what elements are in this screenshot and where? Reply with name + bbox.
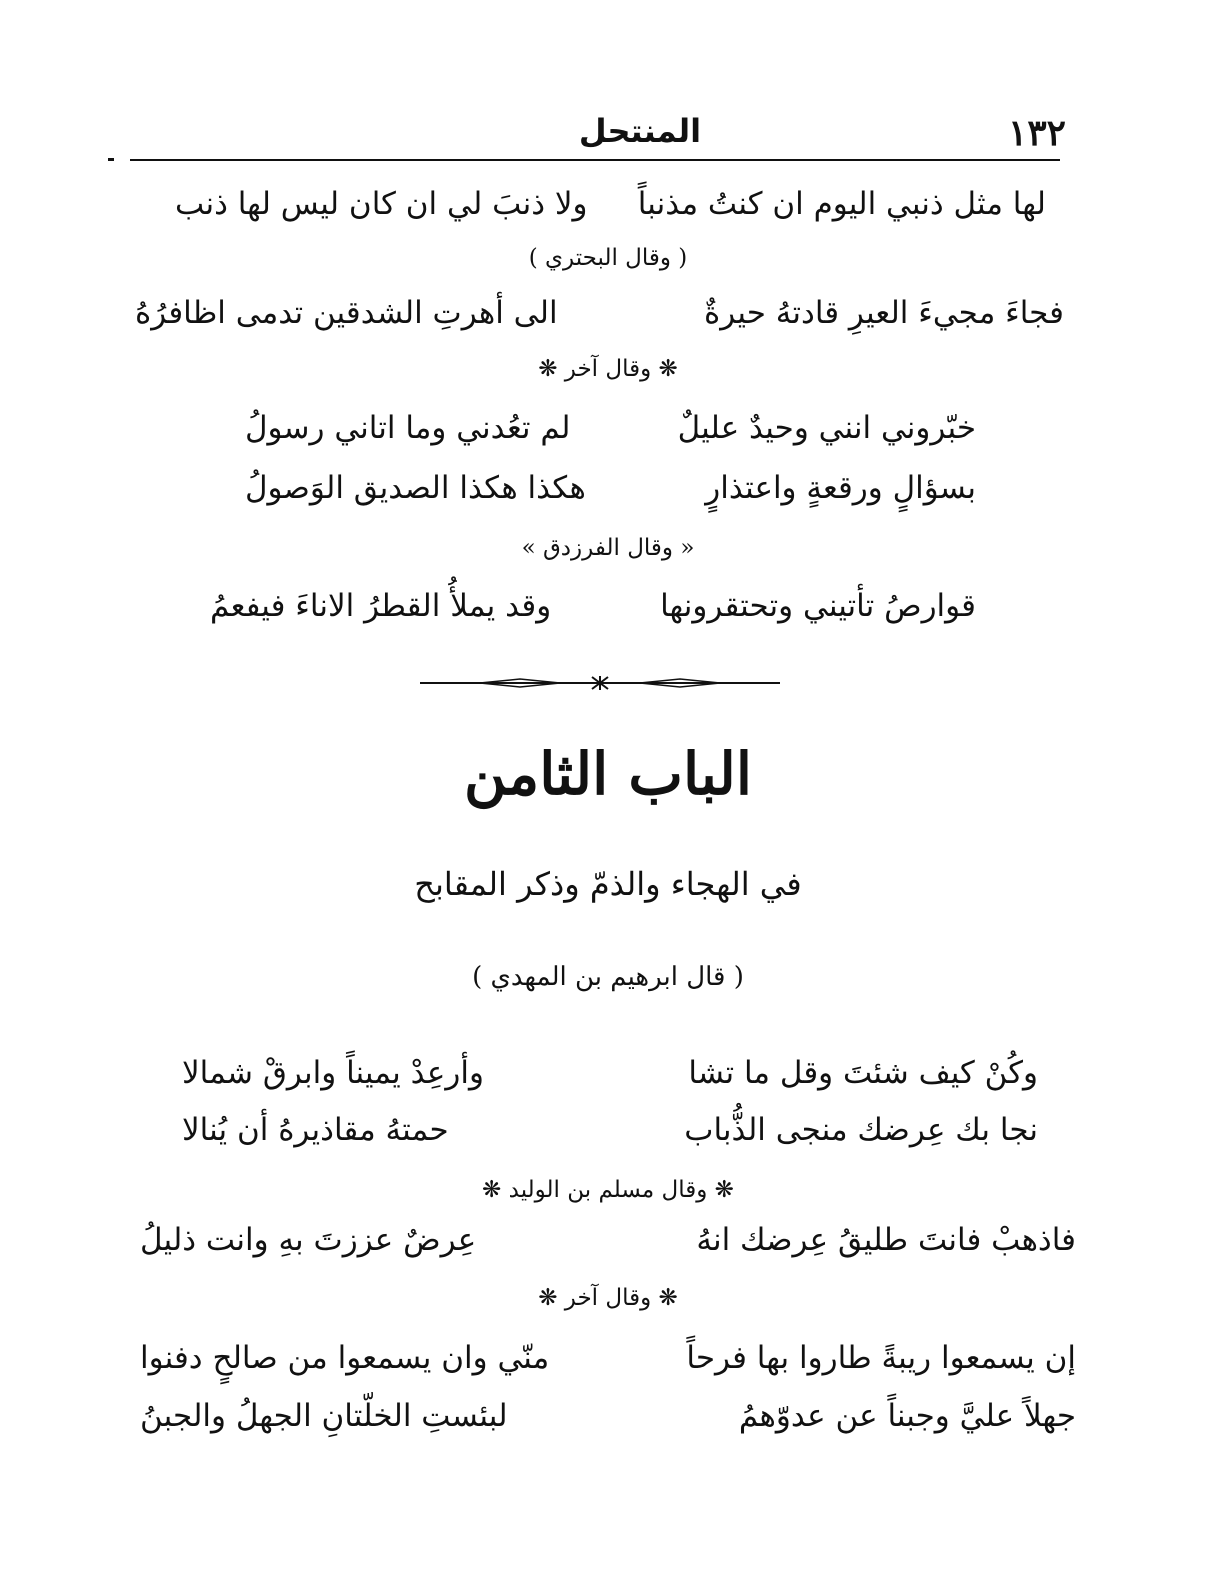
verse-second-hemistich: لم تعُدني وما اتاني رسولُ [245,410,571,446]
verse-first-hemistich: بسؤالٍ ورقعةٍ واعتذارٍ [705,470,976,506]
verse-second-hemistich: حمتهُ مقاذيرهُ أن يُنالا [182,1112,449,1148]
verse-first-hemistich: إن يسمعوا ريبةً طاروا بها فرحاً [686,1340,1076,1376]
verse-second-hemistich: وقد يملأُ القطرُ الاناءَ فيفعمُ [210,588,552,624]
verse-second-hemistich: هكذا هكذا الصديق الوَصولُ [245,470,586,506]
header-rule-mark [108,158,114,161]
verse-first-hemistich: فاذهبْ فانتَ طليقُ عِرضك انهُ [696,1222,1076,1258]
verse-second-hemistich: منّي وان يسمعوا من صالحٍ دفنوا [140,1340,550,1376]
page-number: ١٣٢ [1007,112,1066,154]
verse-first-hemistich: نجا بك عِرضك منجى الذُّباب [684,1112,1038,1148]
running-title: المنتحل [578,112,702,150]
verse-second-hemistich: وأرعِدْ يميناً وابرقْ شمالا [182,1055,484,1091]
poet-attribution: ( قال ابرهيم بن المهدي ) [472,962,744,992]
poet-attribution: ❋ وقال آخر ❋ [538,356,678,382]
verse-first-hemistich: وكُنْ كيف شئتَ وقل ما تشا [688,1055,1038,1091]
chapter-subtitle: في الهجاء والذمّ وذكر المقابح [414,865,802,903]
poet-attribution: ❋ وقال آخر ❋ [538,1285,678,1311]
poet-attribution: « وقال الفرزدق » [521,535,695,561]
verse-first-hemistich: لها مثل ذنبي اليوم ان كنتُ مذنباً [637,186,1046,222]
verse-first-hemistich: قوارصُ تأتيني وتحتقرونها [660,588,976,624]
verse-first-hemistich: خبّروني انني وحيدٌ عليلٌ [677,410,976,446]
header-rule [130,159,1060,161]
verse-first-hemistich: فجاءَ مجيءَ العيرِ قادتهُ حيرةٌ [704,295,1064,331]
verse-second-hemistich: عِرضٌ عززتَ بهِ وانت ذليلُ [140,1222,477,1258]
verse-second-hemistich: الى أهرتِ الشدقين تدمى اظافرُهُ [135,295,558,331]
poet-attribution: ❋ وقال مسلم بن الوليد ❋ [482,1177,734,1203]
verse-second-hemistich: لبئستِ الخلّتانِ الجهلُ والجبنُ [140,1398,508,1434]
verse-second-hemistich: ولا ذنبَ لي ان كان ليس لها ذنب [175,186,588,222]
section-ornament [420,676,780,690]
verse-first-hemistich: جهلاً عليَّ وجبناً عن عدوّهمُ [738,1398,1076,1434]
poet-attribution: ( وقال البحتري ) [528,245,688,271]
chapter-title: الباب الثامن [464,740,752,808]
